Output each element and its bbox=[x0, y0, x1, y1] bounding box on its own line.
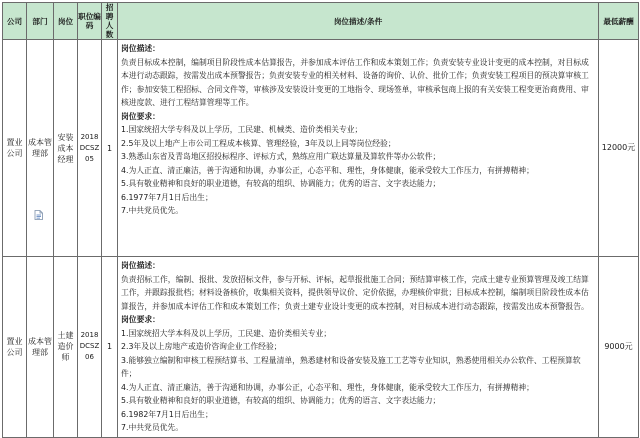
requirement-item: 6.1977年7月1日后出生； bbox=[121, 192, 213, 202]
count-cell: 1 bbox=[102, 40, 118, 257]
requirement-item: 7.中共党员优先。 bbox=[121, 206, 184, 215]
requirement-item: 7.中共党员优先。 bbox=[121, 423, 184, 432]
dept-cell: 成本管理部 bbox=[27, 40, 54, 257]
company-cell: 置业公司 bbox=[3, 257, 27, 438]
position-cell: 安装成本经理 bbox=[54, 40, 78, 257]
code-cell: 2018DCSZ05 bbox=[78, 40, 102, 257]
document-icon bbox=[34, 210, 43, 220]
count-cell: 1 bbox=[102, 257, 118, 438]
table-row bbox=[3, 257, 639, 438]
description-cell bbox=[118, 257, 599, 438]
header-count: 招聘人数 bbox=[102, 3, 118, 40]
requirement-item: 3.能够独立编制和审核工程预结算书、工程量清单，熟悉建材和设备安装及施工工艺等专业知识，熟悉使用相关办公软件、工程预算软件； bbox=[121, 355, 581, 378]
desc-text: 负责目标成本控制，编制项目阶段性成本估算报告，并参加成本评估工作和成本策划工作；负责安装专业设计变更的成本控制，对目标成本进行动态跟踪，按需发出成本预警报告；负责安装专业的相关材料、设备的询价、认价、批价工作；负责安装工程项目的预决算审核工作；参加安装工程招标、合同文件等，审核涉及安装设计变更的工地指令、现场签单，审核承包商上报的有关安装工程变更治商费用、审核进度款、进行工程结算管理等工作。 bbox=[121, 57, 589, 107]
header-code: 职位编码 bbox=[78, 3, 102, 40]
table-row bbox=[3, 40, 639, 257]
requirement-item: 2.3年及以上房地产或造价咨询企业工作经验； bbox=[121, 342, 282, 351]
req-title: 岗位要求： bbox=[121, 111, 160, 121]
company-cell: 置业公司 bbox=[3, 40, 27, 257]
header-row bbox=[3, 3, 639, 40]
salary-cell: 9000元 bbox=[599, 257, 639, 438]
req-title: 岗位要求： bbox=[121, 315, 160, 324]
description-cell bbox=[118, 40, 599, 257]
requirement-item: 1.国家统招大学专科及以上学历，工民建、机械类、造价类相关专业； bbox=[121, 125, 363, 134]
requirement-item: 4.为人正直、清正廉洁，善于沟通和协调，办事公正，心态平和、理性，身体健康，能承受较大工作压力，有拼搏精神； bbox=[121, 382, 534, 392]
requirement-item: 5.具有敬业精神和良好的职业道德，有较高的组织、协调能力；优秀的语言、文字表达能力； bbox=[121, 396, 441, 405]
requirement-item: 6.1982年7月1日后出生； bbox=[121, 409, 213, 419]
header-position: 岗位 bbox=[54, 3, 78, 40]
desc-title: 岗位描述： bbox=[121, 261, 160, 270]
code-cell: 2018DCSZ06 bbox=[78, 257, 102, 438]
desc-text: 负责招标工作，编制、报批、发放招标文件，参与开标、评标，起草报批施工合同；预结算审核工作，完成土建专业预算管理及竣工结算工作，并跟踪报批档；材料设备核价，收集相关资料，提供领导议价、定价依据，办理核价审批；目标成本控制，编制项目阶段性成本估算报告，并参加成本评估工作和成本策划工作；负责土建专业设计变更的成本控制，对目标成本进行动态跟踪，按需发出成本预警报告。 bbox=[121, 274, 589, 311]
requirement-item: 3.熟悉山东省及青岛地区招投标程序、评标方式，熟练应用广联达算量及算软件等办公软件； bbox=[121, 152, 441, 161]
salary-cell: 12000元 bbox=[599, 40, 639, 257]
header-dept: 部门 bbox=[27, 3, 54, 40]
requirement-item: 1.国家统招大学本科及以上学历，工民建、造价类相关专业； bbox=[121, 328, 332, 338]
requirement-item: 4.为人正直、清正廉洁，善于沟通和协调，办事公正，心态平和、理性，身体健康，能承受较大工作压力，有拼搏精神； bbox=[121, 165, 534, 175]
header-salary: 最低薪酬 bbox=[599, 3, 639, 40]
job-table bbox=[2, 2, 639, 438]
desc-title: 岗位描述： bbox=[121, 44, 160, 53]
header-desc: 岗位描述/条件 bbox=[118, 3, 599, 40]
requirement-item: 2.5年及以上地产上市公司工程成本核算、管理经验，3年及以上同等岗位经验； bbox=[121, 138, 396, 148]
position-cell: 土建造价师 bbox=[54, 257, 78, 438]
header-company: 公司 bbox=[3, 3, 27, 40]
dept-cell: 成本管理部 bbox=[27, 257, 54, 438]
requirement-item: 5.具有敬业精神和良好的职业道德，有较高的组织、协调能力；优秀的语言、文字表达能力； bbox=[121, 179, 441, 188]
